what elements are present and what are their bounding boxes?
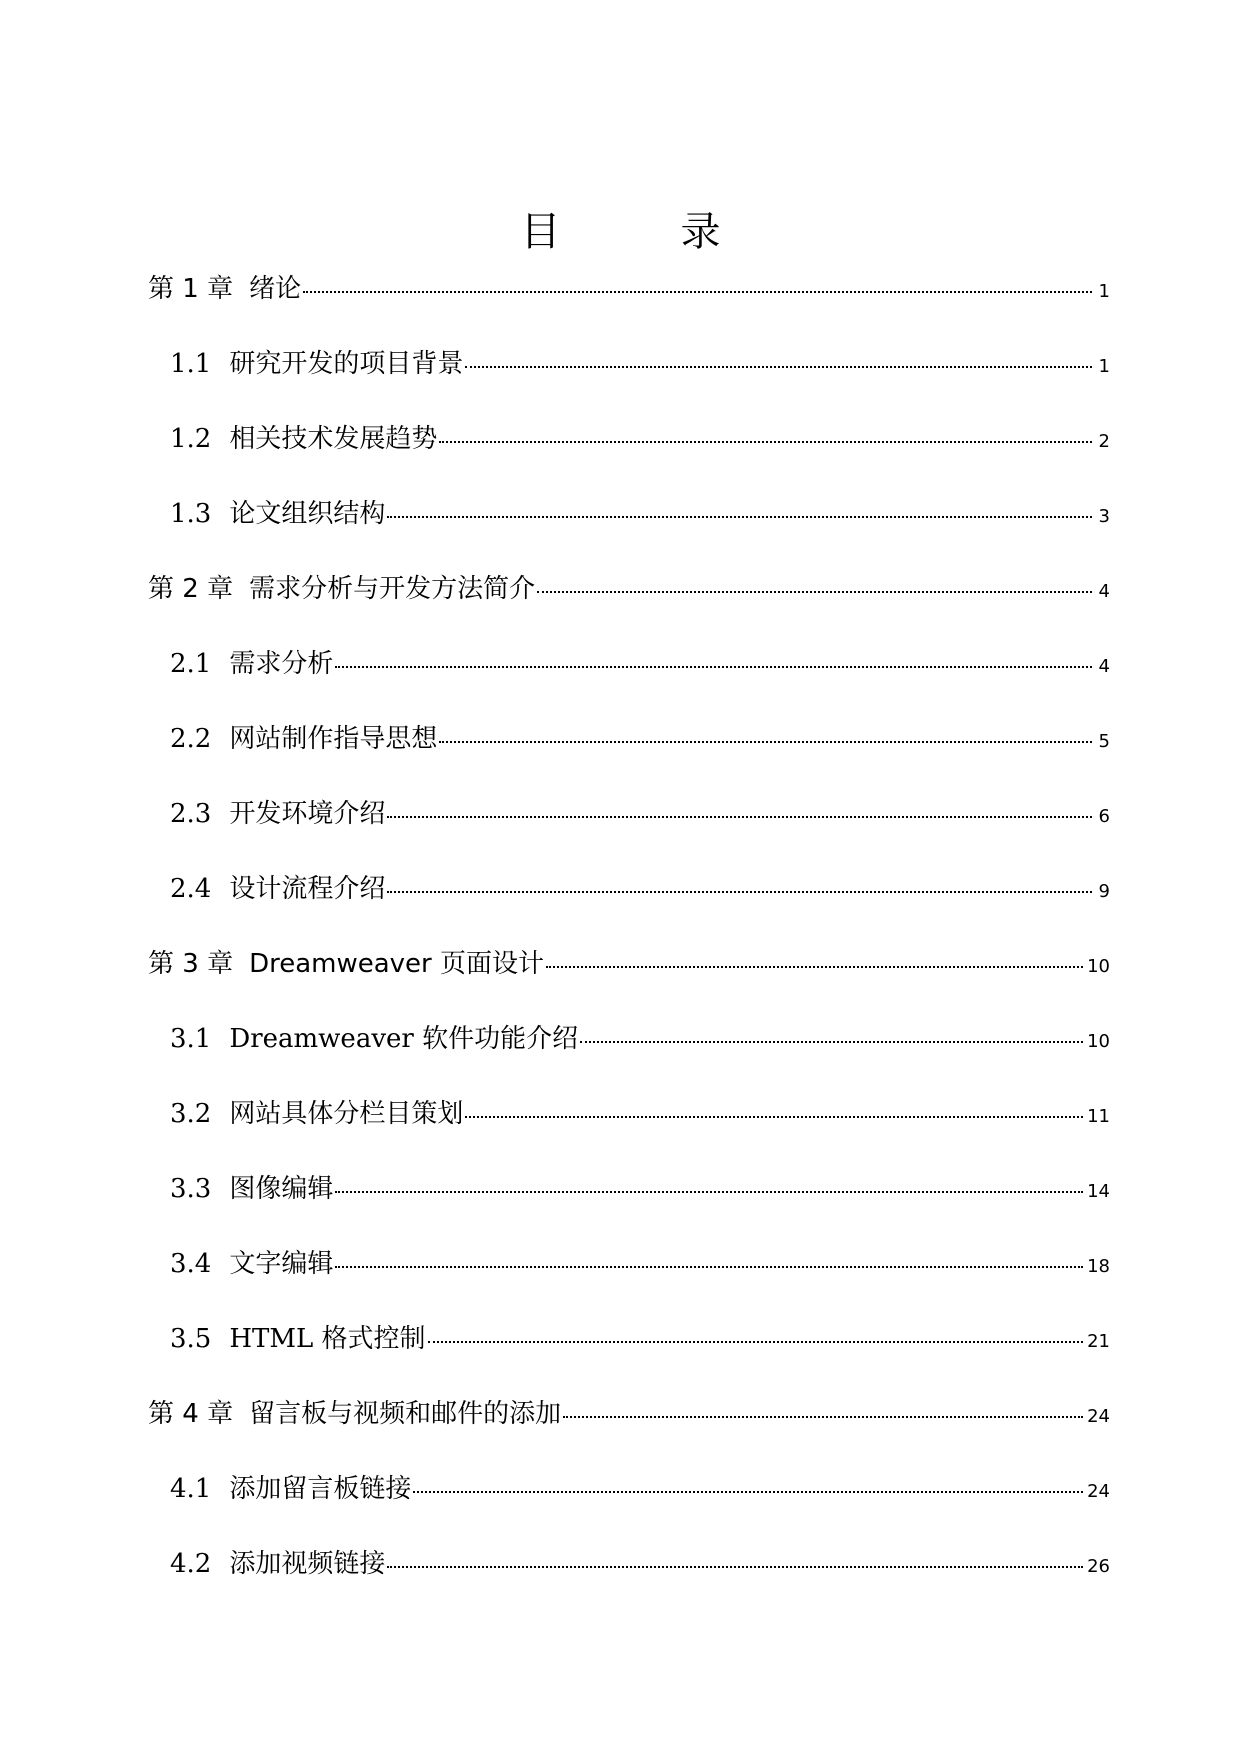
toc-page-number: 24 <box>1087 1406 1110 1427</box>
toc-entry-title <box>170 1318 426 1355</box>
toc-entry-label: 论文组织结构 <box>229 499 386 529</box>
toc-entry-row <box>148 1393 1110 1429</box>
toc-entry-label: 留言板与视频和邮件的添加 <box>249 1399 562 1429</box>
dot-leader <box>439 741 1092 743</box>
toc-entry-number: 2.1 <box>170 649 212 679</box>
toc-entry-row <box>148 568 1110 604</box>
toc-page-number: 26 <box>1087 1556 1110 1577</box>
toc-section-entry[interactable] <box>148 418 1110 493</box>
toc-page-number: 14 <box>1087 1181 1110 1202</box>
toc-entry-title <box>170 1168 333 1205</box>
toc-entry-title <box>170 718 437 755</box>
toc-entry-label: 设计流程介绍 <box>229 874 386 904</box>
toc-section-entry[interactable] <box>148 793 1110 868</box>
toc-entry-label: HTML 格式控制 <box>229 1324 426 1354</box>
toc-entry-number: 第 4 章 <box>148 1399 234 1429</box>
toc-entry-title <box>170 1243 333 1280</box>
toc-entry-number: 第 1 章 <box>148 274 234 304</box>
toc-page-number: 2 <box>1098 431 1110 452</box>
toc-entry-label: Dreamweaver 页面设计 <box>249 949 545 979</box>
toc-page-number: 3 <box>1098 506 1110 527</box>
toc-entry-title <box>148 268 301 305</box>
toc-entry-row <box>148 793 1110 829</box>
toc-entry-row <box>148 343 1110 379</box>
toc-page-number: 11 <box>1087 1106 1110 1127</box>
toc-entry-row <box>148 1168 1110 1204</box>
dot-leader <box>387 816 1092 818</box>
dot-leader <box>465 366 1092 368</box>
dot-leader <box>303 291 1092 293</box>
toc-entry-row <box>148 1018 1110 1054</box>
toc-entry-title <box>170 1468 411 1505</box>
toc-entry-title <box>170 1543 385 1580</box>
toc-entry-row <box>148 418 1110 454</box>
toc-section-entry[interactable] <box>148 1168 1110 1243</box>
toc-page-number: 1 <box>1098 281 1110 302</box>
toc-entry-number: 3.5 <box>170 1324 212 1354</box>
toc-entry-label: 需求分析与开发方法简介 <box>249 574 536 604</box>
toc-entry-row <box>148 718 1110 754</box>
toc-entry-title <box>170 1018 578 1055</box>
toc-entry-label: 添加留言板链接 <box>229 1474 412 1504</box>
dot-leader <box>413 1491 1083 1493</box>
toc-page-number: 6 <box>1098 806 1110 827</box>
toc-entry-label: 开发环境介绍 <box>229 799 386 829</box>
toc-entry-number: 3.3 <box>170 1174 212 1204</box>
dot-leader <box>546 966 1083 968</box>
toc-entry-number: 1.1 <box>170 349 212 379</box>
toc-entry-label: 网站制作指导思想 <box>229 724 438 754</box>
toc-entry-title <box>170 793 385 830</box>
toc-entry-number: 第 3 章 <box>148 949 234 979</box>
page-title: 目 录 <box>520 209 761 255</box>
toc-entry-number: 4.2 <box>170 1549 212 1579</box>
toc-entry-label: 需求分析 <box>229 649 334 679</box>
toc-section-entry[interactable] <box>148 718 1110 793</box>
toc-chapter-entry[interactable] <box>148 943 1110 1018</box>
dot-leader <box>580 1041 1083 1043</box>
dot-leader <box>335 1266 1083 1268</box>
toc-chapter-entry[interactable] <box>148 1393 1110 1468</box>
toc-section-entry[interactable] <box>148 1318 1110 1393</box>
toc-entry-row <box>148 1468 1110 1504</box>
toc-page-number: 21 <box>1087 1331 1110 1352</box>
toc-section-entry[interactable] <box>148 868 1110 943</box>
dot-leader <box>537 591 1092 593</box>
toc-page-number: 24 <box>1087 1481 1110 1502</box>
toc-entry-number: 2.4 <box>170 874 212 904</box>
toc-section-entry[interactable] <box>148 493 1110 568</box>
toc-entry-title <box>170 418 437 455</box>
dot-leader <box>428 1341 1084 1343</box>
toc-entry-row <box>148 1243 1110 1279</box>
toc-entry-number: 1.3 <box>170 499 212 529</box>
toc-entry-title <box>170 493 385 530</box>
toc-entry-title <box>148 943 544 980</box>
toc-entry-number: 第 2 章 <box>148 574 234 604</box>
toc-page-number: 4 <box>1098 656 1110 677</box>
dot-leader <box>439 441 1092 443</box>
toc-page-number: 9 <box>1098 881 1110 902</box>
toc-entry-number: 2.2 <box>170 724 212 754</box>
toc-chapter-entry[interactable] <box>148 268 1110 343</box>
toc-entry-number: 3.2 <box>170 1099 212 1129</box>
toc-entry-row <box>148 643 1110 679</box>
toc-entry-row <box>148 868 1110 904</box>
toc-entry-row <box>148 1093 1110 1129</box>
table-of-contents <box>148 268 1110 1618</box>
dot-leader <box>335 666 1092 668</box>
toc-entry-label: 添加视频链接 <box>229 1549 386 1579</box>
toc-page-number: 5 <box>1098 731 1110 752</box>
toc-entry-title <box>148 568 535 605</box>
toc-entry-row <box>148 268 1110 304</box>
toc-page-number: 4 <box>1098 581 1110 602</box>
toc-page-number: 10 <box>1087 1031 1110 1052</box>
toc-entry-label: Dreamweaver 软件功能介绍 <box>229 1024 579 1054</box>
dot-leader <box>465 1116 1083 1118</box>
toc-entry-number: 3.4 <box>170 1249 212 1279</box>
toc-entry-number: 2.3 <box>170 799 212 829</box>
toc-page-number: 18 <box>1087 1256 1110 1277</box>
toc-entry-row <box>148 1318 1110 1354</box>
toc-entry-label: 图像编辑 <box>229 1174 334 1204</box>
toc-section-entry[interactable] <box>148 1468 1110 1543</box>
dot-leader <box>563 1416 1083 1418</box>
dot-leader <box>335 1191 1083 1193</box>
toc-entry-title <box>170 868 385 905</box>
toc-section-entry[interactable] <box>148 1243 1110 1318</box>
toc-entry-number: 3.1 <box>170 1024 212 1054</box>
toc-page-number: 1 <box>1098 356 1110 377</box>
toc-page-number: 10 <box>1087 956 1110 977</box>
toc-section-entry[interactable] <box>148 643 1110 718</box>
toc-entry-label: 相关技术发展趋势 <box>229 424 438 454</box>
dot-leader <box>387 1566 1083 1568</box>
toc-entry-title <box>170 1093 463 1130</box>
toc-section-entry[interactable] <box>148 1093 1110 1168</box>
toc-entry-title <box>148 1393 561 1430</box>
toc-section-entry[interactable] <box>148 1018 1110 1093</box>
dot-leader <box>387 891 1092 893</box>
toc-entry-label: 文字编辑 <box>229 1249 334 1279</box>
dot-leader <box>387 516 1092 518</box>
toc-entry-row <box>148 943 1110 979</box>
toc-entry-label: 绪论 <box>249 274 302 304</box>
toc-entry-label: 研究开发的项目背景 <box>229 349 464 379</box>
toc-entry-title <box>170 343 463 380</box>
toc-chapter-entry[interactable] <box>148 568 1110 643</box>
toc-entry-label: 网站具体分栏目策划 <box>229 1099 464 1129</box>
toc-entry-number: 4.1 <box>170 1474 212 1504</box>
toc-section-entry[interactable] <box>148 343 1110 418</box>
toc-section-entry[interactable] <box>148 1543 1110 1618</box>
toc-entry-row <box>148 1543 1110 1579</box>
toc-entry-number: 1.2 <box>170 424 212 454</box>
toc-entry-title <box>170 643 333 680</box>
toc-entry-row <box>148 493 1110 529</box>
